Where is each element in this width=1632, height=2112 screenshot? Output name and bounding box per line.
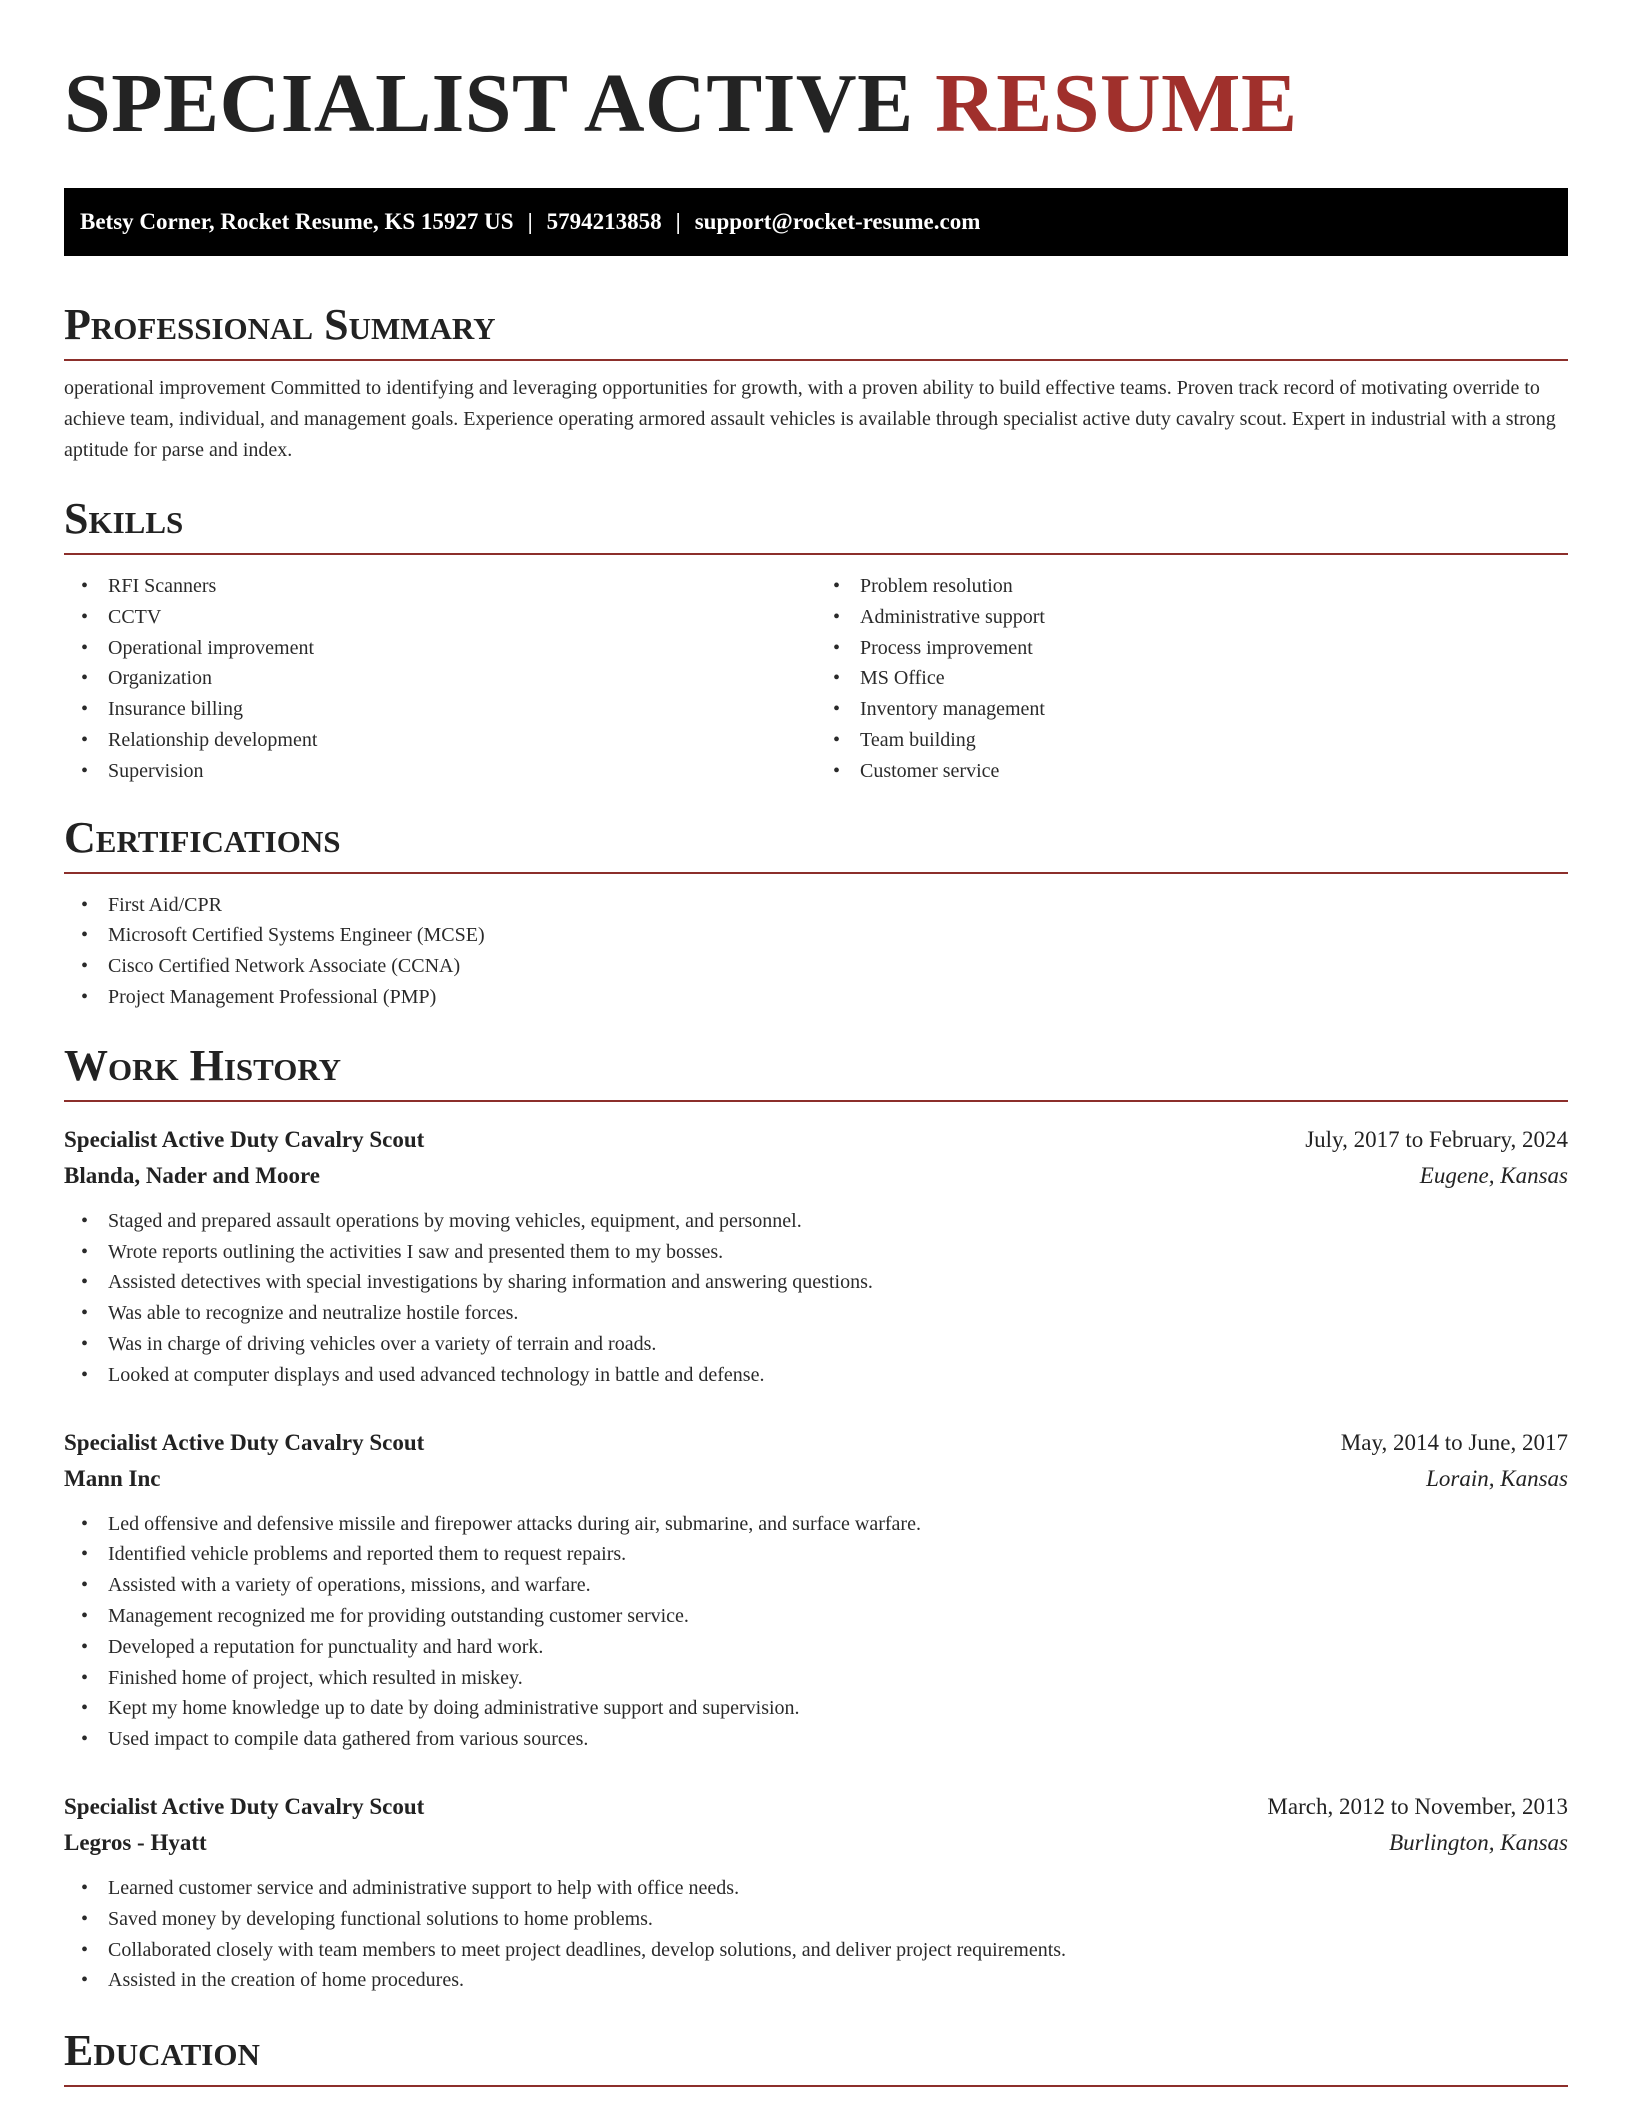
- list-item: • Saved money by developing functional solutions to home problems.: [64, 1904, 1568, 1935]
- list-item: • Assisted with a variety of operations, missions, and warfare.: [64, 1570, 1568, 1601]
- summary-heading: Professional Summary: [64, 300, 1568, 361]
- title-accent: RESUME: [935, 57, 1298, 150]
- list-item: • Inventory management: [816, 694, 1568, 725]
- list-item: • Cisco Certified Network Associate (CCNA): [64, 951, 1568, 982]
- list-item: • Was able to recognize and neutralize hostile forces.: [64, 1298, 1568, 1329]
- job-location: Eugene, Kansas: [1419, 1162, 1568, 1188]
- job-entry: [64, 1789, 1568, 1996]
- job-company-row: [64, 1825, 1568, 1861]
- job-bullets: [64, 1509, 1568, 1755]
- list-item: • First Aid/CPR: [64, 890, 1568, 921]
- job-company: Mann Inc: [64, 1465, 161, 1491]
- certifications-list: [64, 890, 1568, 1013]
- list-item: • Used impact to compile data gathered from various sources.: [64, 1724, 1568, 1755]
- contact-address: Betsy Corner, Rocket Resume, KS 15927 US: [80, 209, 514, 234]
- job-location: Burlington, Kansas: [1389, 1829, 1568, 1855]
- list-item: • Finished home of project, which resulted in miskey.: [64, 1663, 1568, 1694]
- list-item: • Microsoft Certified Systems Engineer (MCSE): [64, 920, 1568, 951]
- job-entry: [64, 1122, 1568, 1391]
- title-main: SPECIALIST ACTIVE: [64, 57, 936, 150]
- list-item: • Looked at computer displays and used advanced technology in battle and defense.: [64, 1360, 1568, 1391]
- job-title: Specialist Active Duty Cavalry Scout: [64, 1793, 425, 1819]
- list-item: • Led offensive and defensive missile and firepower attacks during air, submarine, and surface warfare.: [64, 1509, 1568, 1540]
- job-company: Blanda, Nader and Moore: [64, 1162, 321, 1188]
- work-section: [64, 1041, 1568, 1996]
- skills-list-left: [64, 571, 816, 787]
- contact-email: support@rocket-resume.com: [694, 209, 981, 234]
- job-bullets: [64, 1873, 1568, 1996]
- list-item: • Relationship development: [64, 725, 816, 756]
- job-bullets: [64, 1206, 1568, 1391]
- job-title-row: [64, 1789, 1568, 1825]
- list-item: • Problem resolution: [816, 571, 1568, 602]
- list-item: • CCTV: [64, 602, 816, 633]
- contact-separator: |: [527, 209, 533, 234]
- list-item: • Operational improvement: [64, 633, 816, 664]
- list-item: • Learned customer service and administrative support to help with office needs.: [64, 1873, 1568, 1904]
- list-item: • Wrote reports outlining the activities I saw and presented them to my bosses.: [64, 1237, 1568, 1268]
- job-entry: [64, 1425, 1568, 1755]
- list-item: • Was in charge of driving vehicles over a variety of terrain and roads.: [64, 1329, 1568, 1360]
- list-item: • Organization: [64, 663, 816, 694]
- certifications-heading: Certifications: [64, 813, 1568, 874]
- list-item: • Insurance billing: [64, 694, 816, 725]
- job-dates: May, 2014 to June, 2017: [1340, 1429, 1568, 1455]
- list-item: • MS Office: [816, 663, 1568, 694]
- list-item: • RFI Scanners: [64, 571, 816, 602]
- list-item: • Customer service: [816, 756, 1568, 787]
- list-item: • Developed a reputation for punctuality and hard work.: [64, 1632, 1568, 1663]
- list-item: • Management recognized me for providing outstanding customer service.: [64, 1601, 1568, 1632]
- skills-list-right: [816, 571, 1568, 787]
- job-company: Legros - Hyatt: [64, 1829, 207, 1855]
- job-title-row: [64, 1122, 1568, 1158]
- contact-phone: 5794213858: [546, 209, 662, 234]
- summary-section: [64, 300, 1568, 466]
- list-item: • Project Management Professional (PMP): [64, 982, 1568, 1013]
- list-item: • Supervision: [64, 756, 816, 787]
- job-dates: March, 2012 to November, 2013: [1267, 1793, 1568, 1819]
- list-item: • Team building: [816, 725, 1568, 756]
- list-item: • Assisted detectives with special investigations by sharing information and answering questions.: [64, 1267, 1568, 1298]
- list-item: • Kept my home knowledge up to date by doing administrative support and supervision.: [64, 1693, 1568, 1724]
- contact-separator: |: [675, 209, 681, 234]
- summary-text: operational improvement Committed to identifying and leveraging opportunities for growth, with a proven ability to build effective teams. Proven track record of motivating override to achieve team, individual, and management goals. Experience operating armored assault vehicles is available through specialist active duty cavalry scout. Expert in industrial with a strong aptitude for parse and index.: [64, 377, 1556, 461]
- list-item: • Collaborated closely with team members to meet project deadlines, develop solutions, and deliver project requirements.: [64, 1935, 1568, 1966]
- list-item: • Assisted in the creation of home procedures.: [64, 1965, 1568, 1996]
- resume-title: [64, 0, 1568, 150]
- job-dates: July, 2017 to February, 2024: [1305, 1126, 1568, 1152]
- job-title-row: [64, 1425, 1568, 1461]
- work-heading: Work History: [64, 1041, 1568, 1102]
- list-item: • Staged and prepared assault operations by moving vehicles, equipment, and personnel.: [64, 1206, 1568, 1237]
- list-item: • Administrative support: [816, 602, 1568, 633]
- list-item: • Identified vehicle problems and reported them to request repairs.: [64, 1539, 1568, 1570]
- job-title: Specialist Active Duty Cavalry Scout: [64, 1429, 425, 1455]
- education-section: [64, 2026, 1568, 2087]
- skills-columns: [64, 571, 1568, 787]
- skills-heading: Skills: [64, 494, 1568, 555]
- job-title: Specialist Active Duty Cavalry Scout: [64, 1126, 425, 1152]
- education-heading: Education: [64, 2026, 1568, 2087]
- job-company-row: [64, 1158, 1568, 1194]
- job-company-row: [64, 1461, 1568, 1497]
- skills-section: [64, 494, 1568, 787]
- certifications-section: [64, 813, 1568, 1013]
- job-location: Lorain, Kansas: [1426, 1465, 1568, 1491]
- contact-bar: [64, 188, 1568, 256]
- list-item: • Process improvement: [816, 633, 1568, 664]
